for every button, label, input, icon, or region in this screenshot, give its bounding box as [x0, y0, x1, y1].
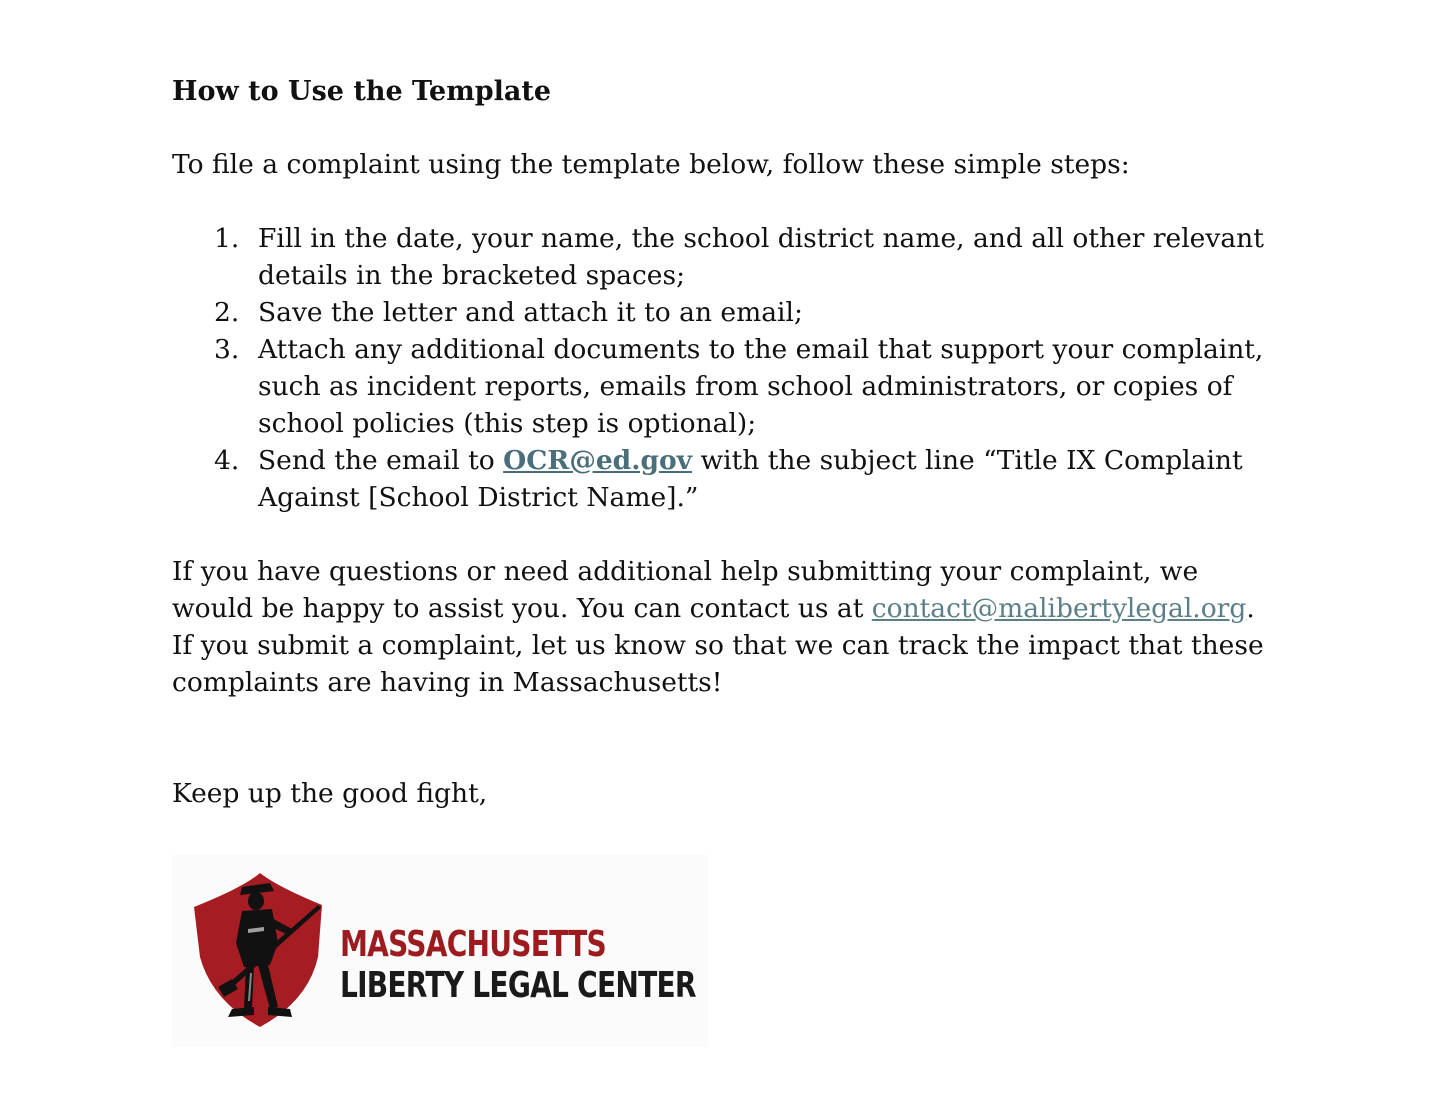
organization-logo [172, 855, 708, 1047]
ocr-email-link[interactable]: OCR@ed.gov [503, 445, 693, 476]
step-text: Save the letter and attach it to an email; [258, 297, 803, 328]
list-item [172, 442, 1282, 516]
step-text-before: Send the email to [258, 445, 504, 476]
step-text: Attach any additional documents to the email that support your complaint, such as incident reports, emails from school administrators, or copies of school policies (this step is optional); [258, 334, 1264, 439]
steps-list [172, 220, 1282, 516]
page-heading: How to Use the Template [172, 76, 552, 107]
list-item [172, 331, 1282, 442]
help-paragraph [172, 553, 1282, 701]
logo-line-2: LIBERTY LEGAL CENTER [340, 965, 696, 1006]
logo-wordmark [340, 925, 696, 1007]
step-number: 3. [214, 334, 240, 365]
list-item [172, 294, 1282, 331]
step-text-after: with the subject line “Title IX Complaint Against [School District Name].” [258, 445, 1243, 513]
intro-paragraph: To file a complaint using the template below, follow these simple steps: [172, 149, 1130, 180]
minuteman-shield-icon [192, 869, 332, 1034]
signoff: Keep up the good fight, [172, 778, 488, 809]
step-number: 2. [214, 297, 240, 328]
step-number: 4. [214, 445, 240, 476]
help-text-after: . If you submit a complaint, let us know so that we can track the impact that these complaints are having in Massachusetts! [172, 593, 1264, 698]
list-item [172, 220, 1282, 294]
step-text: Fill in the date, your name, the school district name, and all other relevant details in the bracketed spaces; [258, 223, 1264, 291]
help-text-before: If you have questions or need additional help submitting your complaint, we would be happy to assist you. You can contact us at [172, 556, 1199, 624]
logo-line-1: MASSACHUSETTS [340, 924, 606, 965]
contact-email-link[interactable]: contact@malibertylegal.org [871, 593, 1247, 624]
document-page [172, 72, 1282, 812]
step-number: 1. [214, 223, 240, 254]
